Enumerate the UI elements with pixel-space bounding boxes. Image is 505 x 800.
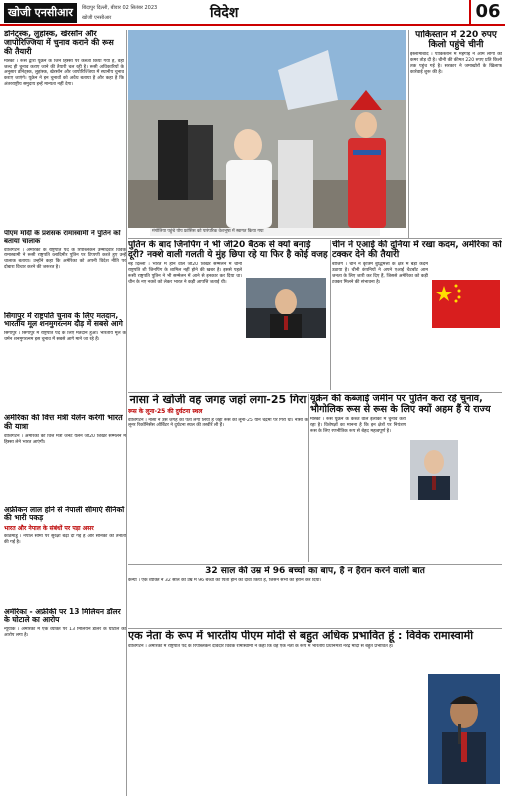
story-ramaswamy-modi [128, 630, 502, 796]
dateline [82, 3, 222, 23]
story-headline: एक नेता के रूप में भारतीय पीएम मोदी से बहुत अधिक प्रभावित हूं : विवेक रामास्वामी [128, 630, 474, 642]
story-body: वॉशिंगटन । अमेरिका की वित्त मंत्री जेनेट येलेन जी20 शिखर सम्मेलन में हिस्सा लेने भारत आएंगी। [4, 433, 126, 445]
story-headline: चीन ने एआई की दुनिया में रखा कदम, अमेरिका को टक्कर देने की तैयारी [332, 240, 502, 261]
pope-photo-illustration [128, 30, 406, 228]
story-jinping-g20 [128, 240, 328, 390]
story-body: वॉशिंगटन । अमेरिका में राष्ट्रपति पद के रिपब्लिकन दावेदार विवेक रामास्वामी ने कहा कि वह एक नेता के रूप में भारतीय प्रधानमंत्री नरेंद्र मोदी से बहुत प्रभावित हैं। [128, 644, 394, 650]
story-body: नई दिल्ली । भारत में होने वाले जी20 शिखर सम्मेलन में चीनी राष्ट्रपति शी जिनपिंग के शामिल नहीं होने की खबर है। इससे पहले रूसी राष्ट्रपति पुतिन ने भी सम्मेलन में आने से इनकार कर दिया था। चीन के नए नक्शे को लेकर भारत ने कड़ी आपत्ति जताई थी। [128, 262, 242, 285]
story-pakistan-sugar [410, 30, 502, 240]
putin-photo-illustration [410, 440, 458, 500]
rule-mid3 [128, 564, 502, 565]
story-body: इस्लामाबाद । पाकिस्तान में महंगाई ने आम लोगों की कमर तोड़ दी है। चीनी की कीमत 220 रुपए प्रति किलो तक पहुंच गई है। सरकार ने जमाखोरों के खिलाफ कार्रवाई शुरू की है। [410, 52, 502, 75]
pope-photo-caption: मंगोलिया पहुंचे पोप फ्रांसिस को पारंपरिक वेशभूषा में स्वागत किया गया [150, 228, 380, 236]
china-flag-icon [432, 280, 500, 328]
story-headline: अमेरिका - अफ्रीकी पर 13 मिलियन डॉलर के घोटाले का आरोप [4, 608, 121, 625]
jinping-photo [246, 278, 326, 338]
rule-mid1 [128, 238, 502, 239]
rule-split-china [330, 240, 331, 390]
story-headline: 32 साल की उम्र में 96 बच्चों का बाप, है न हैरान करने वाली बात [205, 566, 425, 576]
china-flag-photo [432, 280, 500, 328]
masthead [0, 0, 505, 26]
story-headline: पाकिस्तान में 220 रुपए किलो पहुंचे चीनी [415, 30, 497, 51]
story-singapore-election [4, 312, 126, 412]
story-body: केन्या । एक व्यक्ति ने 32 साल की उम्र में 96 बच्चों का पिता होने का दावा किया है, जिसने सभी को हैरान कर दिया। [128, 578, 322, 584]
putin-photo [410, 440, 458, 500]
story-ramaswamy-putin [4, 230, 126, 310]
brand-logo: खोजी एनसीआर [4, 3, 77, 23]
date-text: बिंदापुर दिल्ली, बीवार 02 सितंबर 2023 [82, 5, 158, 11]
story-body: काठमांडू । नेपाल सीमा पर सुरक्षा बढ़ा दी गई है और सैनिकों की तैनाती की गई है। [4, 533, 126, 545]
story-body: मास्को । रूस यूक्रेन के कब्जे वाले इलाकों में चुनाव करा रहा है। विशेषज्ञों का मानना है कि इन क्षेत्रों पर नियंत्रण रूस के लिए रणनीतिक रूप से बेहद महत्वपूर्ण है। [310, 417, 406, 434]
rule-mid2 [128, 392, 502, 393]
section-title: विदेश [210, 5, 239, 21]
story-russia-elections [4, 30, 124, 228]
ramaswamy-photo-illustration [428, 674, 500, 784]
story-subhead: रूस के लूना-25 की दुर्घटना स्थल [128, 408, 203, 416]
story-subhead: भारत और नेपाल के संबंधों पर पड़ा असर [4, 524, 94, 532]
rule-col1 [126, 30, 127, 796]
rule-col-right [408, 30, 409, 238]
pope-photo [128, 30, 406, 228]
page-number: 06 [469, 0, 505, 24]
ramaswamy-photo [428, 674, 500, 784]
story-body: मास्को । रूस द्वारा यूक्रेन के जिन हिस्सों पर कब्जा किया गया है, वहां जल्द ही चुनाव कराए जाने की तैयारी चल रही है। रूसी अधिकारियों के अनुसार डोनेट्स्क, लुहांस्क, खेरसॉन और जापोरिज्जिया में स्थानीय चुनाव कराए जाएंगे। यूक्रेन ने इन चुनावों को अवैध बताया है और कहा है कि अंतरराष्ट्रीय समुदाय इन्हें मान्यता नहीं देगा। [4, 58, 124, 88]
story-headline: नासा ने खोजी वह जगह जहां लगा-25 गिरा [129, 394, 307, 406]
story-nepal-border [4, 506, 126, 606]
story-headline: पीएम मोदी के प्रशंसक रामास्वामी ने पुतिन को बताया चालाक [4, 230, 121, 245]
story-headline: सिंगापुर में राष्ट्रपति चुनाव के लिए मतदान, भारतीय मूल शनमुगरत्नम दौड़ में सबसे आगे [4, 312, 123, 329]
story-headline: पुतिन के बाद जिनपिंग ने भी जी20 बैठक से क्यों बनाई दूरी? नक्शे वाली गलती ये मुंह छिपा रहे या फिर है कोई वजह [128, 240, 328, 261]
story-headline: डोनेट्स्क, लुहांस्क, खेरसॉन और जापोरिज्जिया में चुनाव कराने की रूस की तैयारी [4, 30, 114, 56]
story-body: वॉशिंगटन । अमेरिका के राष्ट्रपति पद के रिपब्लिकन उम्मीदवार विवेक रामास्वामी ने रूसी राष्ट्रपति व्लादिमीर पुतिन पर टिप्पणी करते हुए उन्हें चालाक बताया। उन्होंने कहा कि अमेरिका को अपनी विदेश नीति पर दोबारा विचार करने की जरूरत है। [4, 247, 126, 271]
rule-split-nasa [308, 394, 309, 562]
story-96-children [128, 566, 502, 626]
rule-mid4 [128, 628, 502, 629]
jinping-photo-illustration [246, 278, 326, 338]
story-body: बीजिंग । चीन ने कृत्रिम बुद्धिमत्ता के क्षेत्र में बड़ा कदम उठाया है। चीनी कंपनियों ने अपने एआई चैटबॉट आम जनता के लिए जारी कर दिए हैं, जिससे अमेरिका को कड़ी टक्कर मिलने की संभावना है। [332, 262, 428, 285]
story-headline: यूक्रेन की कब्जाई जमीन पर पुतिन करा रहे चुनाव, भौगोलिक रूस से रूस के लिए क्यों अहम हैं ये राज्य [310, 394, 491, 415]
story-body: सिंगापुर । सिंगापुर में राष्ट्रपति पद के लिए मतदान हुआ। भारतीय मूल के थर्मन शनमुगरत्नम इस चुनाव में सबसे आगे माने जा रहे हैं। [4, 330, 126, 342]
story-nasa-luna [128, 394, 308, 562]
story-body: न्यूयॉर्क । अमेरिका में एक व्यक्ति पर 13 मिलियन डॉलर के घोटाले का आरोप लगा है। [4, 626, 126, 638]
subline-text: खोजी एनसीआर [82, 15, 112, 21]
story-china-ai [332, 240, 502, 390]
story-headline: अफ्रीकन लाल होने से नेपाली सीमाएं सैनिकों की भारी पकड़ [4, 506, 125, 523]
story-headline: अमेरिका की वित्त मंत्री येलेन करेगी भारत की यात्रा [4, 414, 123, 431]
story-us-fraud [4, 608, 126, 796]
story-ukraine-elections [310, 394, 502, 562]
story-body: वॉशिंगटन । नासा ने उस जगह का पता लगा लिया है जहां रूस का लूना-25 यान चंद्रमा पर गिरा था। नासा के लूनर रिकॉनिसेंस ऑर्बिटर ने दुर्घटना स्थल की तस्वीरें ली हैं। [128, 417, 308, 429]
story-yellen-visit [4, 414, 126, 504]
